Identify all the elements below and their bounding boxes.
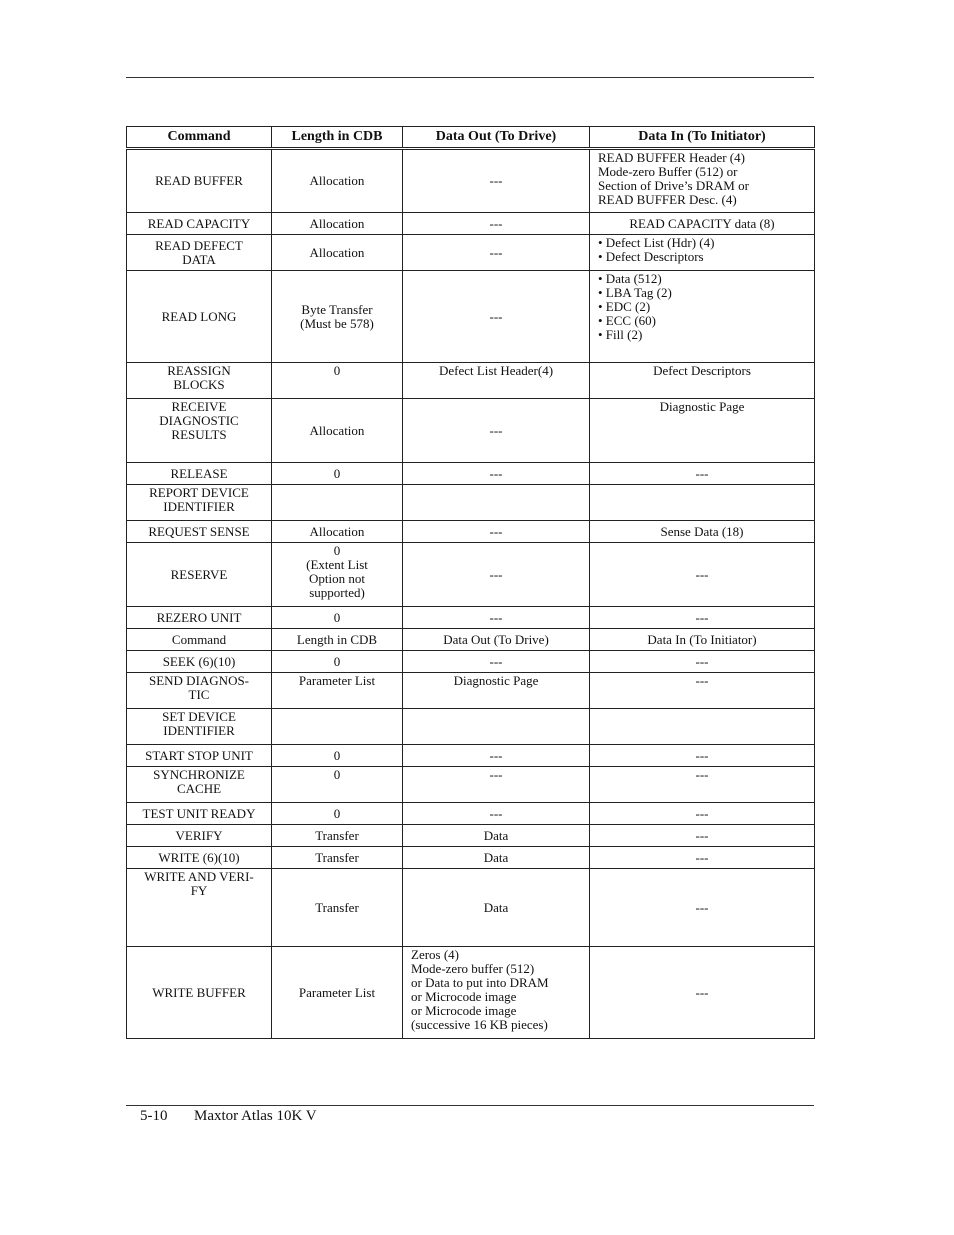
cell-line: • Defect List (Hdr) (4): [598, 235, 715, 250]
cell-data-in: [590, 825, 815, 847]
cell-line: ---: [695, 805, 709, 821]
cell-line: Sense Data (18): [660, 523, 744, 539]
cell-line: 0: [333, 805, 341, 821]
cell-length: [272, 803, 403, 825]
cell-line: IDENTIFIER: [163, 723, 235, 738]
cell-length: [272, 651, 403, 673]
cell-line: ---: [489, 215, 503, 231]
cell-command: [127, 521, 272, 543]
cell-data-out: [403, 463, 590, 485]
cell-line: • Data (512): [598, 271, 662, 286]
cell-command: [127, 709, 272, 745]
table-row: [127, 825, 815, 847]
table-row: [127, 463, 815, 485]
cell-data-out: [403, 363, 590, 399]
cell-line: ---: [695, 984, 709, 1000]
cell-line: 0: [333, 363, 341, 378]
cell-data-out: [403, 149, 590, 213]
cell-line: Length in CDB: [296, 631, 378, 647]
cell-data-in: [590, 869, 815, 947]
cell-data-out: [403, 825, 590, 847]
table-row: [127, 235, 815, 271]
cell-line: ---: [695, 653, 709, 669]
document-title: Maxtor Atlas 10K V: [194, 1108, 317, 1124]
cell-line: FY: [190, 883, 208, 898]
cell-data-in: [590, 271, 815, 363]
cell-data-out: [403, 651, 590, 673]
cell-line: Transfer: [315, 827, 359, 843]
cell-data-out: [403, 235, 590, 271]
table-body: [127, 149, 815, 1039]
cell-command: [127, 399, 272, 463]
cell-line: REASSIGN: [167, 363, 231, 378]
cell-data-out: [403, 709, 590, 745]
cell-line: Allocation: [309, 523, 365, 539]
cell-data-in: [590, 803, 815, 825]
cell-data-in: [590, 767, 815, 803]
cell-line: WRITE BUFFER: [152, 984, 246, 1000]
cell-line: SEND DIAGNOS-: [148, 673, 250, 688]
cell-line: Allocation: [309, 244, 365, 260]
cell-data-out: [403, 767, 590, 803]
table-row: [127, 271, 815, 363]
table-row: [127, 709, 815, 745]
cell-line: ---: [695, 673, 709, 688]
cell-command: [127, 651, 272, 673]
cell-line: 0: [333, 609, 341, 625]
cell-data-in: [590, 745, 815, 767]
cell-line: ---: [489, 747, 503, 763]
cell-line: Zeros (4): [411, 947, 460, 962]
cell-command: [127, 235, 272, 271]
cell-line: DIAGNOSTIC: [159, 413, 239, 428]
table-row: [127, 543, 815, 607]
cell-line: 0: [333, 767, 341, 782]
cell-length: [272, 363, 403, 399]
cell-command: [127, 363, 272, 399]
cell-line: ---: [489, 767, 503, 782]
cell-length: [272, 271, 403, 363]
cell-data-in: [590, 399, 815, 463]
cell-length: [272, 767, 403, 803]
cell-length: [272, 847, 403, 869]
cell-data-in: [590, 673, 815, 709]
cell-data-in: [590, 709, 815, 745]
cell-command: [127, 213, 272, 235]
cell-line: supported): [309, 585, 365, 600]
cell-length: [272, 745, 403, 767]
cell-line: ---: [489, 308, 503, 324]
cell-line: RECEIVE: [171, 399, 227, 414]
cell-command: [127, 149, 272, 213]
cell-command: [127, 485, 272, 521]
cell-line: Mode-zero Buffer (512) or: [598, 164, 738, 179]
cell-line: WRITE AND VERI-: [144, 869, 254, 884]
scsi-command-table: [126, 126, 815, 1039]
cell-command: [127, 607, 272, 629]
cell-line: Allocation: [309, 215, 365, 231]
cell-line: TIC: [188, 687, 210, 702]
cell-length: [272, 607, 403, 629]
cell-line: or Data to put into DRAM: [411, 975, 549, 990]
table-row: [127, 363, 815, 399]
cell-line: WRITE (6)(10): [158, 849, 240, 865]
cell-line: RESULTS: [171, 427, 227, 442]
table-row: [127, 651, 815, 673]
cell-command: [127, 847, 272, 869]
cell-data-in: [590, 543, 815, 607]
cell-length: [272, 235, 403, 271]
cell-command: [127, 803, 272, 825]
cell-command: [127, 767, 272, 803]
cell-data-in: [590, 149, 815, 213]
header-rule: [126, 77, 814, 78]
cell-data-out: [403, 521, 590, 543]
cell-line: Allocation: [309, 422, 365, 438]
cell-line: RESERVE: [170, 566, 228, 582]
cell-line: • Defect Descriptors: [598, 249, 704, 264]
cell-line: (Extent List: [306, 557, 368, 572]
cell-data-in: [590, 363, 815, 399]
table-row: [127, 629, 815, 651]
cell-line: Transfer: [315, 849, 359, 865]
cell-line: Diagnostic Page: [453, 673, 539, 688]
cell-command: [127, 825, 272, 847]
cell-length: [272, 521, 403, 543]
cell-line: READ BUFFER Desc. (4): [598, 192, 737, 207]
page-footer: [140, 1108, 317, 1125]
cell-line: SYNCHRONIZE: [153, 767, 245, 782]
cell-length: [272, 947, 403, 1039]
cell-line: START STOP UNIT: [145, 747, 253, 763]
table-row: [127, 745, 815, 767]
cell-line: ---: [489, 653, 503, 669]
cell-line: Data: [483, 899, 509, 915]
cell-line: ---: [695, 827, 709, 843]
cell-line: DATA: [182, 251, 216, 267]
cell-command: [127, 271, 272, 363]
table-row: [127, 767, 815, 803]
cell-length: [272, 399, 403, 463]
cell-line: Parameter List: [298, 984, 376, 1000]
cell-line: ---: [489, 805, 503, 821]
cell-data-in: [590, 485, 815, 521]
cell-line: Option not: [309, 571, 365, 586]
cell-line: • ECC (60): [598, 313, 656, 328]
cell-line: READ LONG: [161, 308, 237, 324]
cell-line: Defect List Header(4): [438, 363, 554, 378]
cell-length: [272, 629, 403, 651]
cell-data-in: [590, 947, 815, 1039]
cell-line: CACHE: [176, 781, 222, 796]
cell-data-out: [403, 673, 590, 709]
cell-line: ---: [695, 849, 709, 865]
cell-data-out: [403, 847, 590, 869]
cell-data-in: [590, 521, 815, 543]
cell-line: • EDC (2): [598, 299, 651, 314]
table-row: [127, 213, 815, 235]
cell-line: ---: [489, 422, 503, 438]
cell-data-in: [590, 607, 815, 629]
cell-line: Command: [171, 631, 227, 647]
cell-line: 0: [333, 465, 341, 481]
table-row: [127, 869, 815, 947]
cell-line: BLOCKS: [173, 377, 225, 392]
cell-length: [272, 149, 403, 213]
cell-data-out: [403, 607, 590, 629]
cell-line: (Must be 578): [300, 315, 374, 331]
cell-line: ---: [695, 767, 709, 782]
table-row: [127, 607, 815, 629]
cell-command: [127, 947, 272, 1039]
cell-data-in: [590, 235, 815, 271]
cell-line: (successive 16 KB pieces): [411, 1017, 548, 1032]
cell-line: SEEK (6)(10): [162, 653, 236, 669]
page-number: 5-10: [140, 1108, 168, 1124]
header-data-out: Data Out (To Drive): [403, 127, 590, 149]
footer-rule: [126, 1105, 814, 1106]
header-command: Command: [127, 127, 272, 149]
cell-length: [272, 709, 403, 745]
cell-line: ---: [695, 899, 709, 915]
cell-line: • Fill (2): [598, 327, 643, 342]
cell-length: [272, 673, 403, 709]
cell-command: [127, 673, 272, 709]
cell-data-out: [403, 485, 590, 521]
cell-length: [272, 869, 403, 947]
cell-line: READ CAPACITY data (8): [629, 215, 775, 231]
cell-data-in: [590, 463, 815, 485]
cell-line: VERIFY: [175, 827, 223, 843]
cell-line: REZERO UNIT: [156, 609, 242, 625]
cell-length: [272, 485, 403, 521]
cell-line: 0: [333, 653, 341, 669]
cell-length: [272, 543, 403, 607]
header-data-in: Data In (To Initiator): [590, 127, 815, 149]
table-row: [127, 521, 815, 543]
table-row: [127, 673, 815, 709]
cell-line: or Microcode image: [411, 989, 517, 1004]
cell-line: REQUEST SENSE: [148, 523, 250, 539]
cell-line: ---: [695, 747, 709, 763]
cell-line: Data Out (To Drive): [443, 631, 549, 647]
cell-length: [272, 213, 403, 235]
table-row: [127, 803, 815, 825]
cell-data-out: [403, 213, 590, 235]
cell-line: 0: [333, 747, 341, 763]
cell-length: [272, 463, 403, 485]
cell-data-in: [590, 629, 815, 651]
cell-line: Parameter List: [298, 673, 376, 688]
cell-line: READ BUFFER: [155, 173, 243, 188]
cell-line: READ BUFFER Header (4): [598, 150, 745, 165]
cell-line: READ CAPACITY: [147, 215, 251, 231]
cell-line: IDENTIFIER: [163, 499, 235, 514]
cell-line: Diagnostic Page: [659, 399, 745, 414]
cell-line: Transfer: [315, 899, 359, 915]
cell-line: RELEASE: [170, 465, 228, 481]
cell-line: ---: [489, 609, 503, 625]
cell-line: Data: [483, 849, 509, 865]
cell-data-out: [403, 803, 590, 825]
cell-length: [272, 825, 403, 847]
cell-line: ---: [489, 173, 503, 188]
cell-data-out: [403, 629, 590, 651]
cell-data-out: [403, 869, 590, 947]
cell-data-in: [590, 651, 815, 673]
header-length-in-cdb: Length in CDB: [272, 127, 403, 149]
cell-line: Defect Descriptors: [653, 363, 751, 378]
cell-command: [127, 745, 272, 767]
cell-line: • LBA Tag (2): [598, 285, 672, 300]
cell-line: SET DEVICE: [162, 709, 236, 724]
cell-data-out: [403, 947, 590, 1039]
cell-line: or Microcode image: [411, 1003, 517, 1018]
cell-line: REPORT DEVICE: [149, 485, 249, 500]
cell-line: ---: [489, 465, 503, 481]
cell-command: [127, 543, 272, 607]
cell-line: TEST UNIT READY: [142, 805, 256, 821]
table-row: [127, 485, 815, 521]
cell-line: ---: [695, 609, 709, 625]
cell-data-out: [403, 271, 590, 363]
cell-line: Byte Transfer: [301, 301, 373, 317]
cell-data-in: [590, 847, 815, 869]
cell-line: ---: [695, 465, 709, 481]
table-header-row: [127, 127, 815, 149]
cell-line: Data: [483, 827, 509, 843]
cell-line: ---: [489, 244, 503, 260]
cell-line: Data In (To Initiator): [647, 631, 757, 647]
cell-line: ---: [695, 566, 709, 582]
cell-data-out: [403, 399, 590, 463]
cell-data-out: [403, 543, 590, 607]
cell-line: Allocation: [309, 173, 365, 188]
cell-line: READ DEFECT: [155, 237, 243, 253]
cell-command: [127, 629, 272, 651]
table-row: [127, 399, 815, 463]
cell-line: Mode-zero buffer (512): [411, 961, 535, 976]
cell-data-out: [403, 745, 590, 767]
cell-line: ---: [489, 523, 503, 539]
table-row: [127, 947, 815, 1039]
cell-line: ---: [489, 566, 503, 582]
table-row: [127, 149, 815, 213]
cell-command: [127, 869, 272, 947]
cell-data-in: [590, 213, 815, 235]
cell-command: [127, 463, 272, 485]
cell-line: Section of Drive’s DRAM or: [598, 178, 749, 193]
cell-line: 0: [333, 543, 341, 558]
table-row: [127, 847, 815, 869]
